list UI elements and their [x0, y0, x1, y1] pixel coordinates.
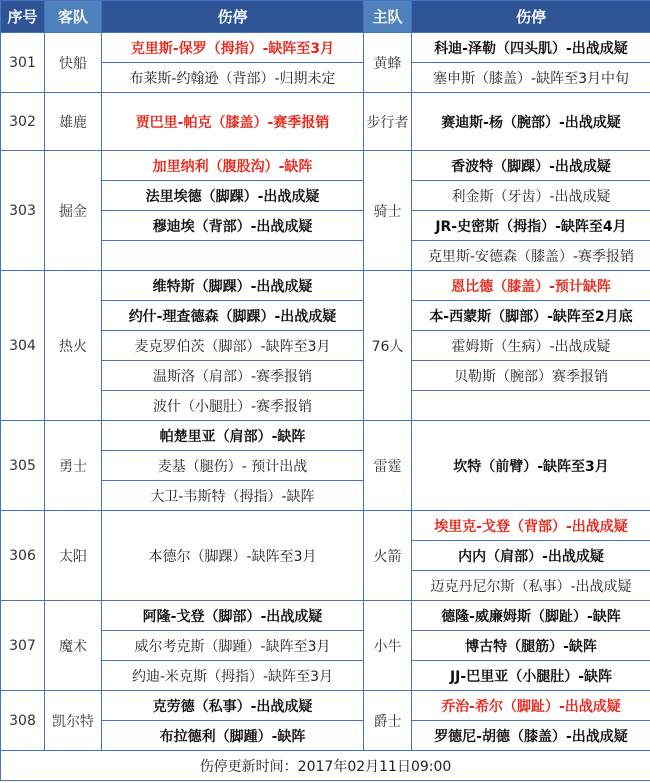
injury-text: 罗德尼-胡德（膝盖）-出战成疑: [434, 728, 628, 745]
injury-text: 法里埃德（脚踝）-出战成疑: [145, 188, 320, 205]
game-number: 304: [1, 271, 45, 421]
table-row: [1, 93, 650, 151]
injury-text: 恩比德（膝盖）-预计缺阵: [451, 278, 611, 295]
home-injury: [412, 151, 650, 181]
home-injury: [412, 63, 650, 93]
away-injury: [102, 151, 364, 181]
table-row: [1, 421, 650, 451]
home-injury: [412, 331, 650, 361]
header-home-injury: 伤停: [412, 1, 650, 33]
injury-text: 克劳德（私事）-出战成疑: [152, 698, 313, 715]
home-injury: [412, 93, 650, 151]
injury-text: 霍姆斯（生病）-出战成疑: [451, 338, 611, 355]
header-row: [1, 1, 650, 33]
home-injury: [412, 211, 650, 241]
home-injury: [412, 391, 650, 421]
injury-text: 阿隆-戈登（脚部）-出战成疑: [142, 608, 323, 625]
away-team: 凯尔特: [45, 691, 102, 751]
injury-text: 本-西蒙斯（脚部）-缺阵至2月底: [429, 308, 633, 325]
injury-text: 维特斯（脚踝）-出战成疑: [152, 278, 313, 295]
injury-text: JR-史密斯（拇指）-缺阵至4月: [435, 218, 627, 235]
away-team: 掘金: [45, 151, 102, 271]
injury-text: 威尔考克斯（脚踵）-缺阵至3月: [134, 638, 331, 655]
away-team: 快船: [45, 33, 102, 93]
home-team: 骑士: [364, 151, 412, 271]
injury-text: 德隆-威廉姆斯（脚趾）-缺阵: [441, 608, 621, 625]
footer-row: [1, 751, 650, 781]
injury-text: 贾巴里-帕克（膝盖）-赛季报销: [135, 114, 330, 131]
injury-text: 内内（肩部）-出战成疑: [458, 548, 604, 565]
away-team: 雄鹿: [45, 93, 102, 151]
away-injury: [102, 661, 364, 691]
away-injury: [102, 301, 364, 331]
injury-text: 贝勒斯（腕部）赛季报销: [454, 368, 608, 385]
home-injury: [412, 691, 650, 721]
away-injury: [102, 211, 364, 241]
game-number: 305: [1, 421, 45, 511]
away-injury: [102, 601, 364, 631]
home-injury: [412, 301, 650, 331]
injury-text: 克里斯-安德森（膝盖）-赛季报销: [427, 248, 635, 265]
away-injury: [102, 361, 364, 391]
table-row: [1, 271, 650, 301]
away-injury: [102, 181, 364, 211]
injury-text: 布拉德利（脚踵）-缺阵: [159, 728, 306, 745]
injury-text: 科迪-泽勒（四头肌）-出战成疑: [434, 40, 628, 57]
home-injury: [412, 181, 650, 211]
game-number: 303: [1, 151, 45, 271]
home-injury: [412, 421, 650, 511]
injury-text: 麦基（腿伤）- 预计出战: [157, 458, 308, 475]
header-home: 主队: [364, 1, 412, 33]
home-team: 火箭: [364, 511, 412, 601]
injury-text: 波什（小腿肚）-赛季报销: [152, 398, 313, 415]
header-no: 序号: [1, 1, 45, 33]
away-team: 勇士: [45, 421, 102, 511]
game-number: 308: [1, 691, 45, 751]
injury-text: 乔治-希尔（脚趾）-出战成疑: [441, 698, 621, 715]
injury-text: 克里斯-保罗（拇指）-缺阵至3月: [130, 40, 335, 57]
game-number: 302: [1, 93, 45, 151]
home-injury: [412, 361, 650, 391]
injury-text: 温斯洛（肩部）-赛季报销: [152, 368, 313, 385]
home-injury: [412, 601, 650, 631]
home-team: 爵士: [364, 691, 412, 751]
away-injury: [102, 451, 364, 481]
table-row: [1, 601, 650, 631]
table-row: [1, 151, 650, 181]
injury-text: 博古特（腿筋）-缺阵: [465, 638, 597, 655]
away-injury: [102, 631, 364, 661]
injury-text: JJ-巴里亚（小腿肚）-缺阵: [449, 668, 613, 685]
home-team: 步行者: [364, 93, 412, 151]
injury-text: 麦克罗伯茨（脚部）-缺阵至3月: [134, 338, 331, 355]
away-injury: [102, 481, 364, 511]
away-injury: [102, 93, 364, 151]
table-row: [1, 33, 650, 63]
injury-text: 坎特（前臂）-缺阵至3月: [453, 458, 609, 475]
home-injury: [412, 631, 650, 661]
header-away: 客队: [45, 1, 102, 33]
injury-text: 布莱斯-约翰逊（背部）-归期未定: [129, 70, 336, 87]
injury-text: 塞申斯（膝盖）-缺阵至3月中旬: [433, 70, 629, 87]
away-team: 太阳: [45, 511, 102, 601]
header-away-injury: 伤停: [102, 1, 364, 33]
away-injury: [102, 241, 364, 271]
game-number: 301: [1, 33, 45, 93]
home-injury: [412, 571, 650, 601]
away-team: 热火: [45, 271, 102, 421]
update-time: 伤停更新时间：2017年02月11日09:00: [1, 751, 650, 781]
home-team: 雷霆: [364, 421, 412, 511]
away-injury: [102, 691, 364, 721]
home-team: 小牛: [364, 601, 412, 691]
away-injury: [102, 331, 364, 361]
away-injury: [102, 271, 364, 301]
away-injury: [102, 391, 364, 421]
table-row: [1, 511, 650, 541]
injury-text: 埃里克-戈登（背部）-出战成疑: [434, 518, 628, 535]
away-injury: [102, 511, 364, 601]
home-injury: [412, 511, 650, 541]
away-injury: [102, 33, 364, 63]
home-injury: [412, 33, 650, 63]
game-number: 306: [1, 511, 45, 601]
table-row: [1, 691, 650, 721]
injury-text: 穆迪埃（背部）-出战成疑: [152, 218, 313, 235]
injury-text: 约迪-米克斯（拇指）-缺阵至3月: [131, 668, 333, 685]
home-injury: [412, 241, 650, 271]
injury-text: 大卫-韦斯特（拇指）-缺阵: [150, 488, 315, 505]
game-number: 307: [1, 601, 45, 691]
injury-text: 加里纳利（腹股沟）-缺阵: [152, 158, 313, 175]
home-team: 76人: [364, 271, 412, 421]
injury-text: 帕楚里亚（肩部）-缺阵: [159, 428, 306, 445]
injury-text: 香波特（脚踝）-出战成疑: [451, 158, 611, 175]
away-injury: [102, 721, 364, 751]
home-team: 黄蜂: [364, 33, 412, 93]
home-injury: [412, 721, 650, 751]
injury-text: 赛迪斯-杨（腕部）-出战成疑: [441, 114, 621, 131]
injury-text: 利金斯（牙齿）-出战成疑: [451, 188, 611, 205]
away-injury: [102, 63, 364, 93]
away-injury: [102, 421, 364, 451]
away-team: 魔术: [45, 601, 102, 691]
injury-text: 约什-理查德森（脚踝）-出战成疑: [128, 308, 337, 325]
home-injury: [412, 271, 650, 301]
home-injury: [412, 661, 650, 691]
injury-text: 本德尔（脚踝）-缺阵至3月: [148, 548, 317, 565]
injury-text: 迈克丹尼尔斯（私事）-出战成疑: [430, 578, 632, 595]
home-injury: [412, 541, 650, 571]
